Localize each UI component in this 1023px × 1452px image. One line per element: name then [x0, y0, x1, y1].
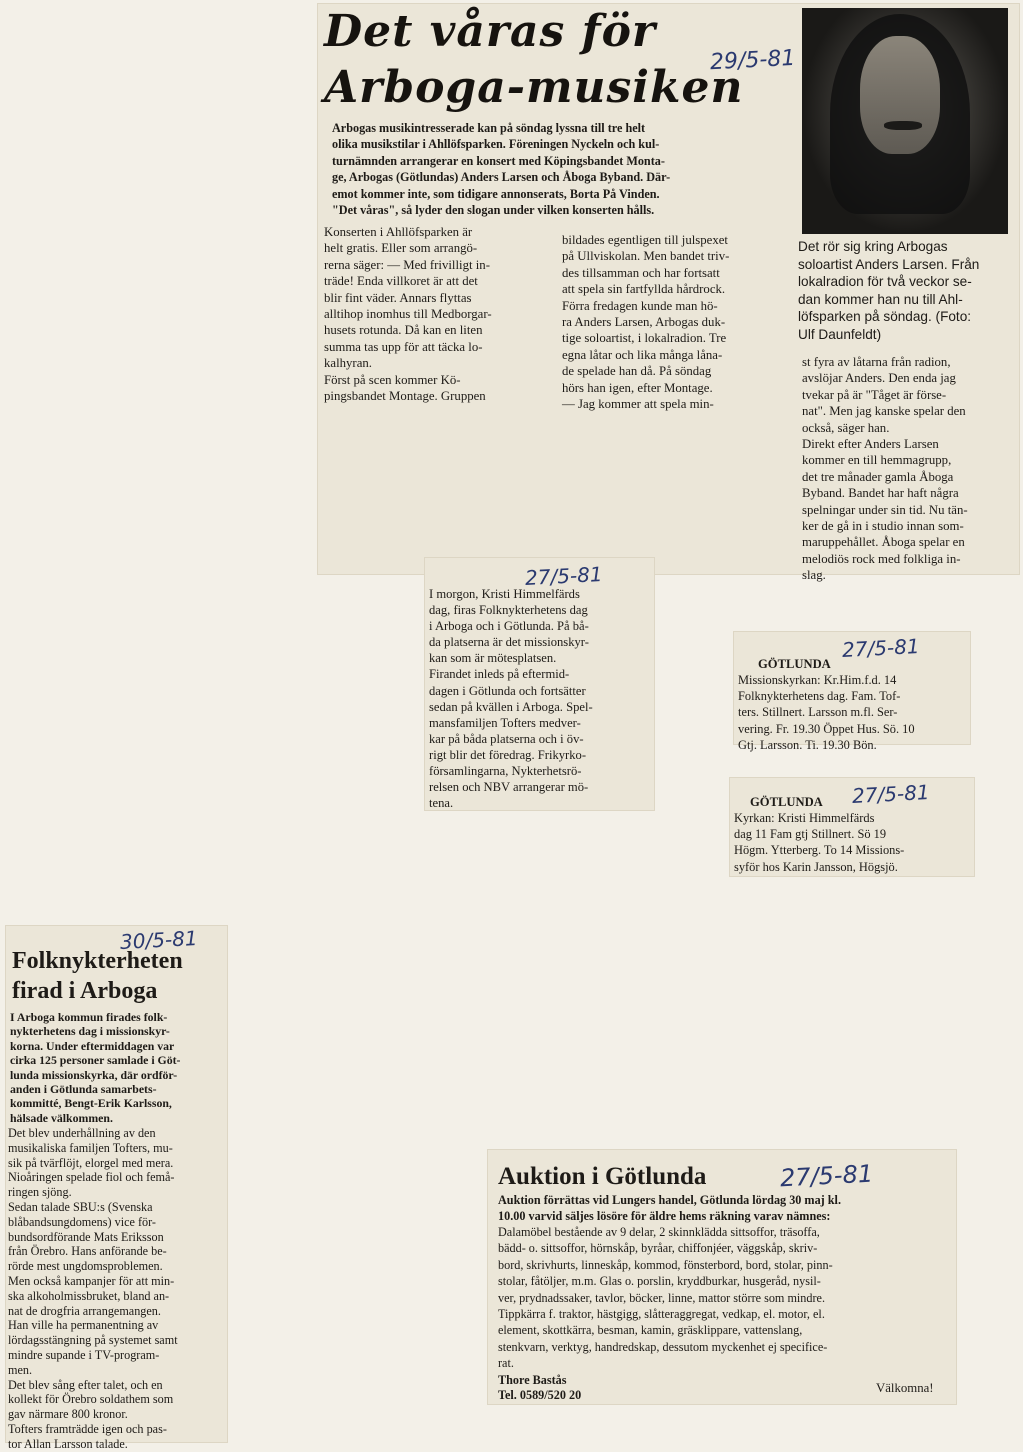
- handwritten-date: 27/5-81: [779, 1159, 874, 1193]
- portrait-photo: [802, 8, 1008, 234]
- article-body: I morgon, Kristi Himmelfärds dag, firas Folknykterhetens dag i Arboga och i Götlunda. På bå- da platserna är det missionskyr- kan som är mötesplatsen. Firandet inleds på eftermid- dagen i Götlunda och fortsätter sedan på kvällen i Arboga. Spel- mansfamiljen Tofters medver- kar på båda platserna och i öv- rigt blir det föredrag. Frikyrko- församlingarna, Nykterhetsrö- relsen och NBV arrangerar mö- tena.: [429, 587, 593, 811]
- article-folknykterhetens-dag: [425, 558, 654, 810]
- handwritten-date: 27/5-81: [524, 561, 604, 591]
- photo-mustache: [884, 121, 922, 130]
- ad-item-list: Dalamöbel bestående av 9 delar, 2 skinnklädda sittsoffor, träsoffa, bädd- o. sittsoffor, hörnskåp, byråar, chiffonjéer, väggskåp, skriv- bord, skrivhurts, linneskåp, kommod, fönsterbord, bord, stolar, pinn- stolar, fåtöljer, m.m. Glas o. porslin, kryddburkar, husgeråd, nysil- ver, prydnadssaker, tavlor, böcker, linne, mattor större som mindre. Tippkärra f. traktor, hästgigg, slåtteraggregat, vedkap, el. motor, el. element, skottkärra, besman, kamin, gräsklippare, vattenslang, stenkvarn, verktyg, handredskap, dessutom myckenhet ej specifice- rat.: [498, 1225, 833, 1371]
- photo-caption: Det rör sig kring Arbogas soloartist Anders Larsen. Från lokalradion för två veckor se- dan kommer han nu till Ahl- löfsparken på söndag. (Foto: Ulf Daunfeldt): [798, 239, 980, 342]
- handwritten-date: 29/5-81: [709, 45, 796, 76]
- body-column-2: bildades egentligen till julspexet på Ullviskolan. Men bandet triv- des tillsamman och har fortsatt att spela sin fartfyllda hårdrock. Förra fredagen kunde man hö- ra Anders Larsen, Arbogas duk- tige soloartist, i lokalradion. Tre egna låtar och lika många låna- de spelade han då. På söndag hörs han igen, efter Montage. — Jag kommer att spela min-: [562, 233, 730, 412]
- notice-missionskyrkan: [734, 632, 970, 752]
- ad-signer: Thore Bastås: [498, 1373, 567, 1387]
- article-folknykterheten-firad: [6, 925, 227, 1451]
- notice-heading: GÖTLUNDA: [758, 657, 831, 671]
- handwritten-date: 27/5-81: [851, 779, 931, 809]
- headline-line1: Det våras för: [324, 6, 657, 57]
- article-body: Det blev underhållning av den musikaliska familjen Tofters, mu- sik på tvärflöjt, elorgel med mera. Nioåringen spelade fiol och femå- ringen sjöng. Sedan talade SBU:s (Svenska blåbandsungdomens) vice för- bundsordförande Mats Eriksson från Örebro. Hans anförande be- rörde mest ungdomsproblemen. Men också kampanjer för att min- ska alkoholmissbruket, bland an- nat de drogfria arrangemangen. Han ville ha permanentning av lördagsstängning på systemet samt mindre supande i TV-program- men. Det blev sång efter talet, och en kollekt för Örebro soldathem som gav närmare 800 kronor. Tofters framträdde igen och pas- tor Allan Larsson talade.: [8, 1126, 178, 1451]
- notice-body: Missionskyrkan: Kr.Him.f.d. 14 Folknykterhetens dag. Fam. Tof- ters. Stillnert. Larsson m.fl. Ser- vering. Fr. 19.30 Öppet Hus. Sö. 10 Gtj. Larsson. Ti. 19.30 Bön.: [738, 673, 915, 752]
- body-column-1: Konserten i Ahllöfsparken är helt gratis. Eller som arrangö- rerna säger: — Med frivilligt in- träde! Enda villkoret är att det blir fint väder. Annars flyttas alltihop inomhus till Medborgar- husets rotunda. Då kan en liten summa tas upp för att täcka lo- kalhyran. Först på scen kommer Kö- pingsbandet Montage. Gruppen: [324, 225, 492, 404]
- handwritten-date: 27/5-81: [841, 633, 921, 663]
- headline-line2: Arboga-musiken: [324, 62, 744, 113]
- lead-paragraph: Arbogas musikintresserade kan på söndag lyssna till tre helt olika musikstilar i Ahllöfsparken. Föreningen Nyckeln och kul- turnämnden arrangerar en konsert med Köpingsbandet Monta- ge, Arbogas (Götlundas) Anders Larsen och Åboga Byband. Där- emot kommer inte, som tidigare annonserats, Borta På Vinden. "Det våras", så lyder den slogan under vilken konserten hålls.: [332, 121, 671, 218]
- notice-kyrkan: [730, 778, 974, 876]
- body-column-3: st fyra av låtarna från radion, avslöjar Anders. Den enda jag tvekar på är "Tåget är försе- nat". Men jag kanske spelar den också, säger han. Direkt efter Anders Larsen kommer en till hemmagrupp, det tre månader gamla Åboga Byband. Bandet har haft några spelningar under sin tid. Nu tän- ker de gå in i studio innan som- maruppehållet. Åboga spelar en melodiös rock med folkliga in- slag.: [802, 355, 968, 583]
- handwritten-date: 30/5-81: [119, 925, 199, 955]
- photo-face: [860, 36, 940, 154]
- headline-line1: Folknykterheten: [12, 948, 183, 974]
- notice-body: Kyrkan: Kristi Himmelfärds dag 11 Fam gtj Stillnert. Sö 19 Högm. Ytterberg. To 14 Missions- syför hos Karin Jansson, Högsjö.: [734, 811, 905, 874]
- notice-heading: GÖTLUNDA: [750, 795, 823, 809]
- ad-headline: Auktion i Götlunda: [498, 1163, 707, 1190]
- ad-closing: Välkomna!: [876, 1381, 934, 1395]
- ad-phone: Tel. 0589/520 20: [498, 1388, 582, 1402]
- headline-line2: firad i Arboga: [12, 978, 158, 1004]
- ad-intro: Auktion förrättas vid Lungers handel, Götlunda lördag 30 maj kl. 10.00 varvid säljes lösöre för äldre hems räkning varav nämnes:: [498, 1193, 841, 1224]
- lead-paragraph: I Arboga kommun firades folk- nykterhetens dag i missionskyr- korna. Under eftermiddagen var cirka 125 personer samlade i Göt- lunda missionskyrka, där ordför- anden i Götlunda samarbets- kommitté, Bengt-Erik Karlsson, hälsade välkommen.: [10, 1010, 181, 1125]
- ad-auktion: [488, 1150, 956, 1404]
